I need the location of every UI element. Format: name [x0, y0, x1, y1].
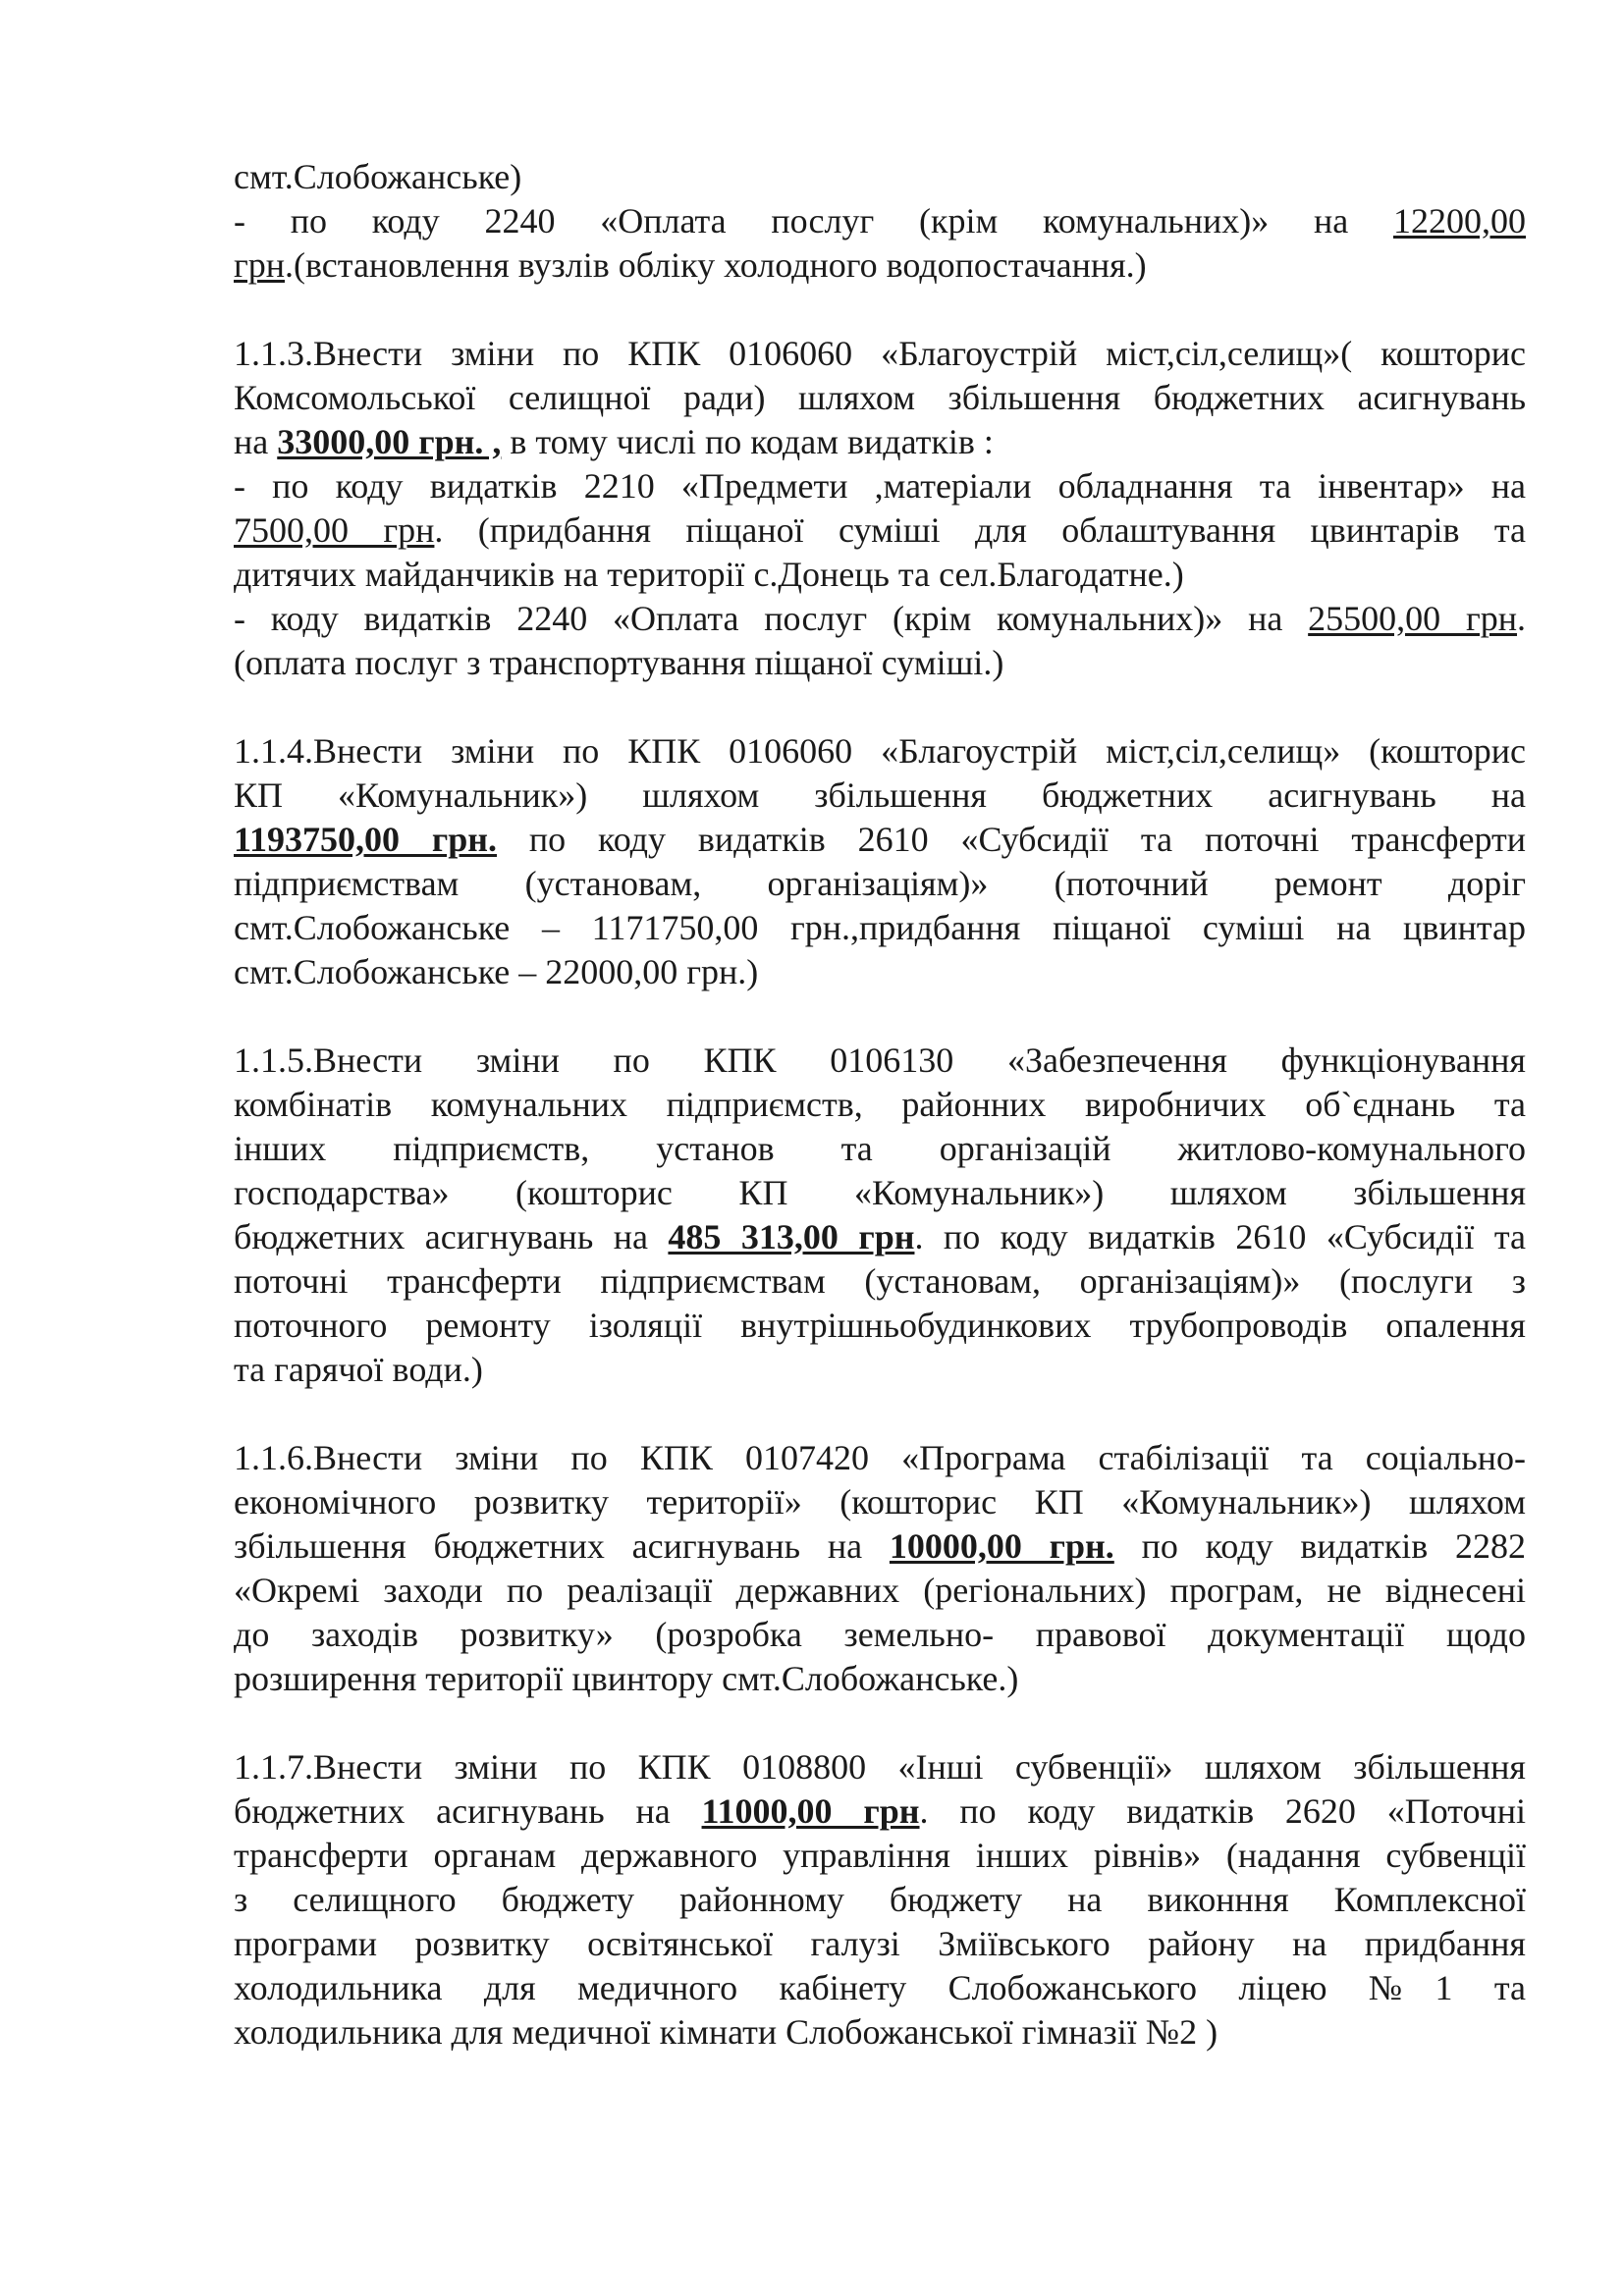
text-segment: . — [1517, 599, 1527, 638]
text-line — [234, 420, 1526, 464]
text-line: холодильника для медичного кабінету Слобожанського ліцею №1 та — [234, 1968, 1526, 2007]
amount: 7500,00 грн — [234, 510, 435, 550]
text-segment: бюджетних асигнувань на — [234, 1217, 669, 1256]
text-line: до заходів розвитку» (розробка земельно- правової документації щодо — [234, 1615, 1526, 1654]
text-line — [234, 1524, 1526, 1569]
amount: 11000,00 грн — [701, 1791, 920, 1831]
text-line: Комсомольської селищної ради) шляхом збільшення бюджетних асигнувань — [234, 378, 1526, 417]
paragraph-1-1-4 — [234, 729, 1526, 994]
paragraph-1-1-6 — [234, 1436, 1526, 1701]
text-line: підприємствам (установам, організаціям)» (поточний ремонт доріг — [234, 864, 1526, 903]
paragraph-1-1-7 — [234, 1745, 1526, 2055]
text-line: 1.1.6.Внести зміни по КПК 0107420 «Програма стабілізації та соціально- — [234, 1438, 1526, 1477]
text-line: (оплата послуг з транспортування піщаної суміші.) — [234, 643, 1004, 682]
text-segment: збільшення бюджетних асигнувань на — [234, 1526, 890, 1566]
text-line: 1.1.7.Внести зміни по КПК 0108800 «Інші субвенції» шляхом збільшення — [234, 1747, 1526, 1787]
amount: 12200,00 — [1393, 201, 1526, 240]
text-line: розширення території цвинтору смт.Слобожанське.) — [234, 1659, 1019, 1698]
text-line: смт.Слобожанське – 22000,00 грн.) — [234, 952, 759, 991]
text-line: поточного ремонту ізоляції внутрішньобудинкових трубопроводів опалення — [234, 1306, 1526, 1345]
text-line — [234, 199, 1526, 243]
text-line — [234, 597, 1526, 641]
paragraph-1-1-5 — [234, 1039, 1526, 1392]
text-segment: на — [234, 422, 278, 461]
text-line: «Окремі заходи по реалізації державних (регіональних) програм, не віднесені — [234, 1571, 1526, 1610]
text-line: господарства» (кошторис КП «Комунальник») шляхом збільшення — [234, 1173, 1526, 1212]
text-line — [234, 818, 1526, 862]
text-line: дитячих майданчиків на території с.Донець та сел.Благодатне.) — [234, 555, 1184, 594]
text-segment: бюджетних асигнувань на — [234, 1791, 702, 1831]
amount: 1193750,00 грн. — [234, 820, 498, 859]
text-segment: - по коду 2240 «Оплата послуг (крім комунальних)» на — [234, 201, 1393, 240]
amount: 485 313,00 грн — [668, 1217, 915, 1256]
document-page — [234, 155, 1526, 2055]
text-segment: .(встановлення вузлів обліку холодного водопостачання.) — [285, 245, 1147, 285]
text-line — [234, 243, 1526, 288]
text-segment: . (придбання піщаної суміші для облаштування цвинтарів та — [434, 510, 1527, 550]
text-line: - по коду видатків 2210 «Предмети ,матеріали обладнання та інвентар» на — [234, 466, 1526, 506]
text-line: смт.Слобожанське – 1171750,00 грн.,придбання піщаної суміші на цвинтар — [234, 908, 1526, 947]
text-segment: . по коду видатків 2610 «Субсидії та — [914, 1217, 1526, 1256]
text-line: поточні трансферти підприємствам (установам, організаціям)» (послуги з — [234, 1261, 1526, 1301]
text-segment: - коду видатків 2240 «Оплата послуг (крім комунальних)» на — [234, 599, 1309, 638]
text-segment: в тому числі по кодам видатків : — [501, 422, 994, 461]
text-line: 1.1.4.Внести зміни по КПК 0106060 «Благоустрій міст,сіл,селищ» (кошторис — [234, 731, 1526, 771]
text-line: економічного розвитку території» (кошторис КП «Комунальник») шляхом — [234, 1482, 1526, 1522]
text-line: 1.1.3.Внести зміни по КПК 0106060 «Благоустрій міст,сіл,селищ»( кошторис — [234, 334, 1526, 373]
text-line — [234, 1215, 1526, 1259]
amount: грн — [234, 245, 286, 285]
amount: 25500,00 грн — [1308, 599, 1518, 638]
text-line: інших підприємств, установ та організацій житлово-комунального — [234, 1129, 1526, 1168]
text-line: комбінатів комунальних підприємств, районних виробничих об`єднань та — [234, 1085, 1526, 1124]
text-line: та гарячої води.) — [234, 1350, 483, 1389]
paragraph-1-1-3 — [234, 332, 1526, 685]
text-segment: по коду видатків 2610 «Субсидії та поточні трансферти — [497, 820, 1526, 859]
text-line: 1.1.5.Внести зміни по КПК 0106130 «Забезпечення функціонування — [234, 1041, 1526, 1080]
text-line: КП «Комунальник») шляхом збільшення бюджетних асигнувань на — [234, 775, 1526, 815]
text-line: програми розвитку освітянської галузі Зміївського району на придбання — [234, 1924, 1526, 1963]
text-line: смт.Слобожанське) — [234, 157, 522, 196]
text-line: з селищного бюджету районному бюджету на виконння Комплексної — [234, 1880, 1526, 1919]
amount: 33000,00 грн. , — [277, 422, 502, 461]
text-segment: . по коду видатків 2620 «Поточні — [919, 1791, 1526, 1831]
text-segment: по коду видатків 2282 — [1113, 1526, 1526, 1566]
text-line: трансферти органам державного управління інших рівнів» (надання субвенції — [234, 1836, 1526, 1875]
text-line: холодильника для медичної кімнати Слобожанської гімназії №2 ) — [234, 2012, 1218, 2052]
amount: 10000,00 грн. — [889, 1526, 1114, 1566]
paragraph-intro — [234, 155, 1526, 288]
text-line — [234, 1789, 1526, 1834]
text-line — [234, 508, 1526, 553]
